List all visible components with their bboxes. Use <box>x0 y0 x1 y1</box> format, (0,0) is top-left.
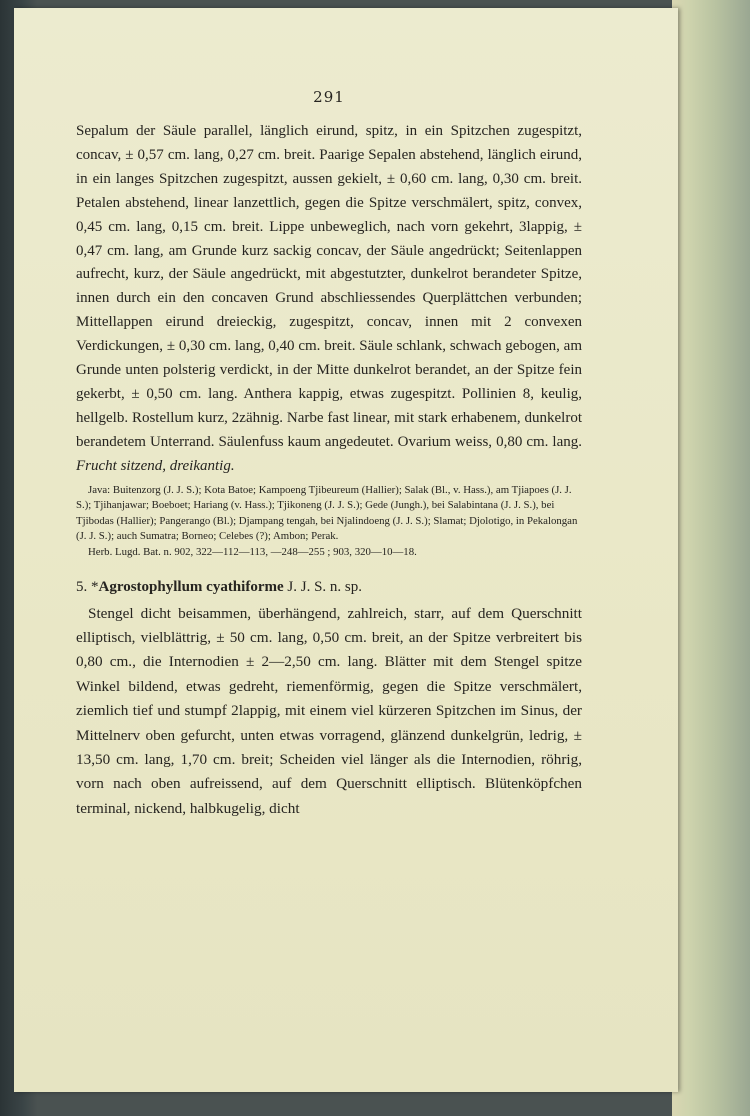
locality-text: Java: Buitenzorg (J. J. S.); Kota Batoe; Kampoeng Tjibeureum (Hallier); Salak (Bl., v. Hass.), am Tjiapoes (J. J. S.); Tjihanjawar; Boeboet; Hariang (v. Hass.); Tjikoneng (J. J. S.); Gede (Jungh.), bei Salabintana (J. J. S.), bei Tjibodas (Hallier); Pangerango (Bl.); Djampang tengah, bei Njalindoeng (J. J. S.); Slamat; Djolotigo, in Pekalongan (J. J. S.); auch Sumatra; Borneo; Celebes (?); Ambon; Perak. <box>76 483 578 543</box>
species-name: Agrostophyllum cyathiforme <box>98 578 284 595</box>
locality-block <box>76 483 582 561</box>
description-text: Sepalum der Säule parallel, länglich eirund, spitz, in ein Spitzchen zugespitzt, concav, ± 0,57 cm. lang, 0,27 cm. breit. Paarige Sepalen abstehend, länglich eirund, in ein langes Spitzchen zugespitzt, aussen gekielt, ± 0,60 cm. lang, 0,30 cm. breit. Petalen abstehend, linear lanzettlich, gegen die Spitze verschmälert, spitz, convex, 0,45 cm. lang, 0,15 cm. breit. Lippe unbeweglich, nach vorn gekehrt, 3lappig, ± 0,47 cm. lang, am Grunde kurz sackig concav, der Säule angedrückt; Seitenlappen aufrecht, kurz, der Säule angedrückt, mit abgestutzter, dunkelrot berandeter Spitze, innen durch ein den concaven Grund abschliessendes Querplättchen verbunden; Mittellappen eirund dreieckig, zugespitzt, concav, innen mit 2 convexen Verdickungen, ± 0,30 cm. lang, 0,40 cm. breit. Säule schlank, schwach gebogen, am Grunde unten polsterig verdickt, in der Mitte dunkelrot berandet, an der Spitze fein gekerbt, ± 0,50 cm. lang. Anthera kappig, etwas zugespitzt. Pollinien 8, keulig, hellgelb. Rostellum kurz, 2zähnig. Narbe fast linear, mit stark erhabenem, dunkelrot berandetem Unterrand. Säulenfuss kaum angedeutet. Ovarium weiss, 0,80 cm. lang. <box>76 123 582 450</box>
page-content <box>76 88 582 821</box>
species-description-paragraph: Stengel dicht beisammen, überhängend, zahlreich, starr, auf dem Querschnitt elliptisch, vielblättrig, ± 50 cm. lang, 0,50 cm. breit, an der Spitze verbreitert bis 0,80 cm., die Internodien ± 2—2,50 cm. lang. Blätter mit dem Stengel spitze Winkel bildend, etwas gedreht, riemenförmig, gegen die Spitze verschmälert, ziemlich tief und stumpf 2lappig, mit einem viel kürzeren Spitzchen im Sinus, der Mittelnerv oben gefurcht, unten etwas vorragend, glänzend dunkelgrün, ledrig, ± 13,50 cm. lang, 1,70 cm. breit; Scheiden viel länger als die Internodien, röhrig, vorn nach oben aufreissend, auf dem Querschnitt elliptisch. Blütenköpfchen terminal, nickend, halbkugelig, dicht <box>76 604 582 817</box>
description-paragraph <box>76 120 582 479</box>
species-author: J. J. S. n. sp. <box>283 578 362 595</box>
page-number: 291 <box>313 88 345 106</box>
herbarium-reference: Herb. Lugd. Bat. n. 902, 322—112—113, —248—255 ; 903, 320—10—18. <box>88 545 417 558</box>
species-heading <box>76 579 582 596</box>
species-number: 5. * <box>76 578 99 595</box>
fruit-description: Frucht sitzend, dreikantig. <box>76 457 235 474</box>
book-page <box>14 8 678 1092</box>
book-spine-edge <box>672 0 750 1116</box>
